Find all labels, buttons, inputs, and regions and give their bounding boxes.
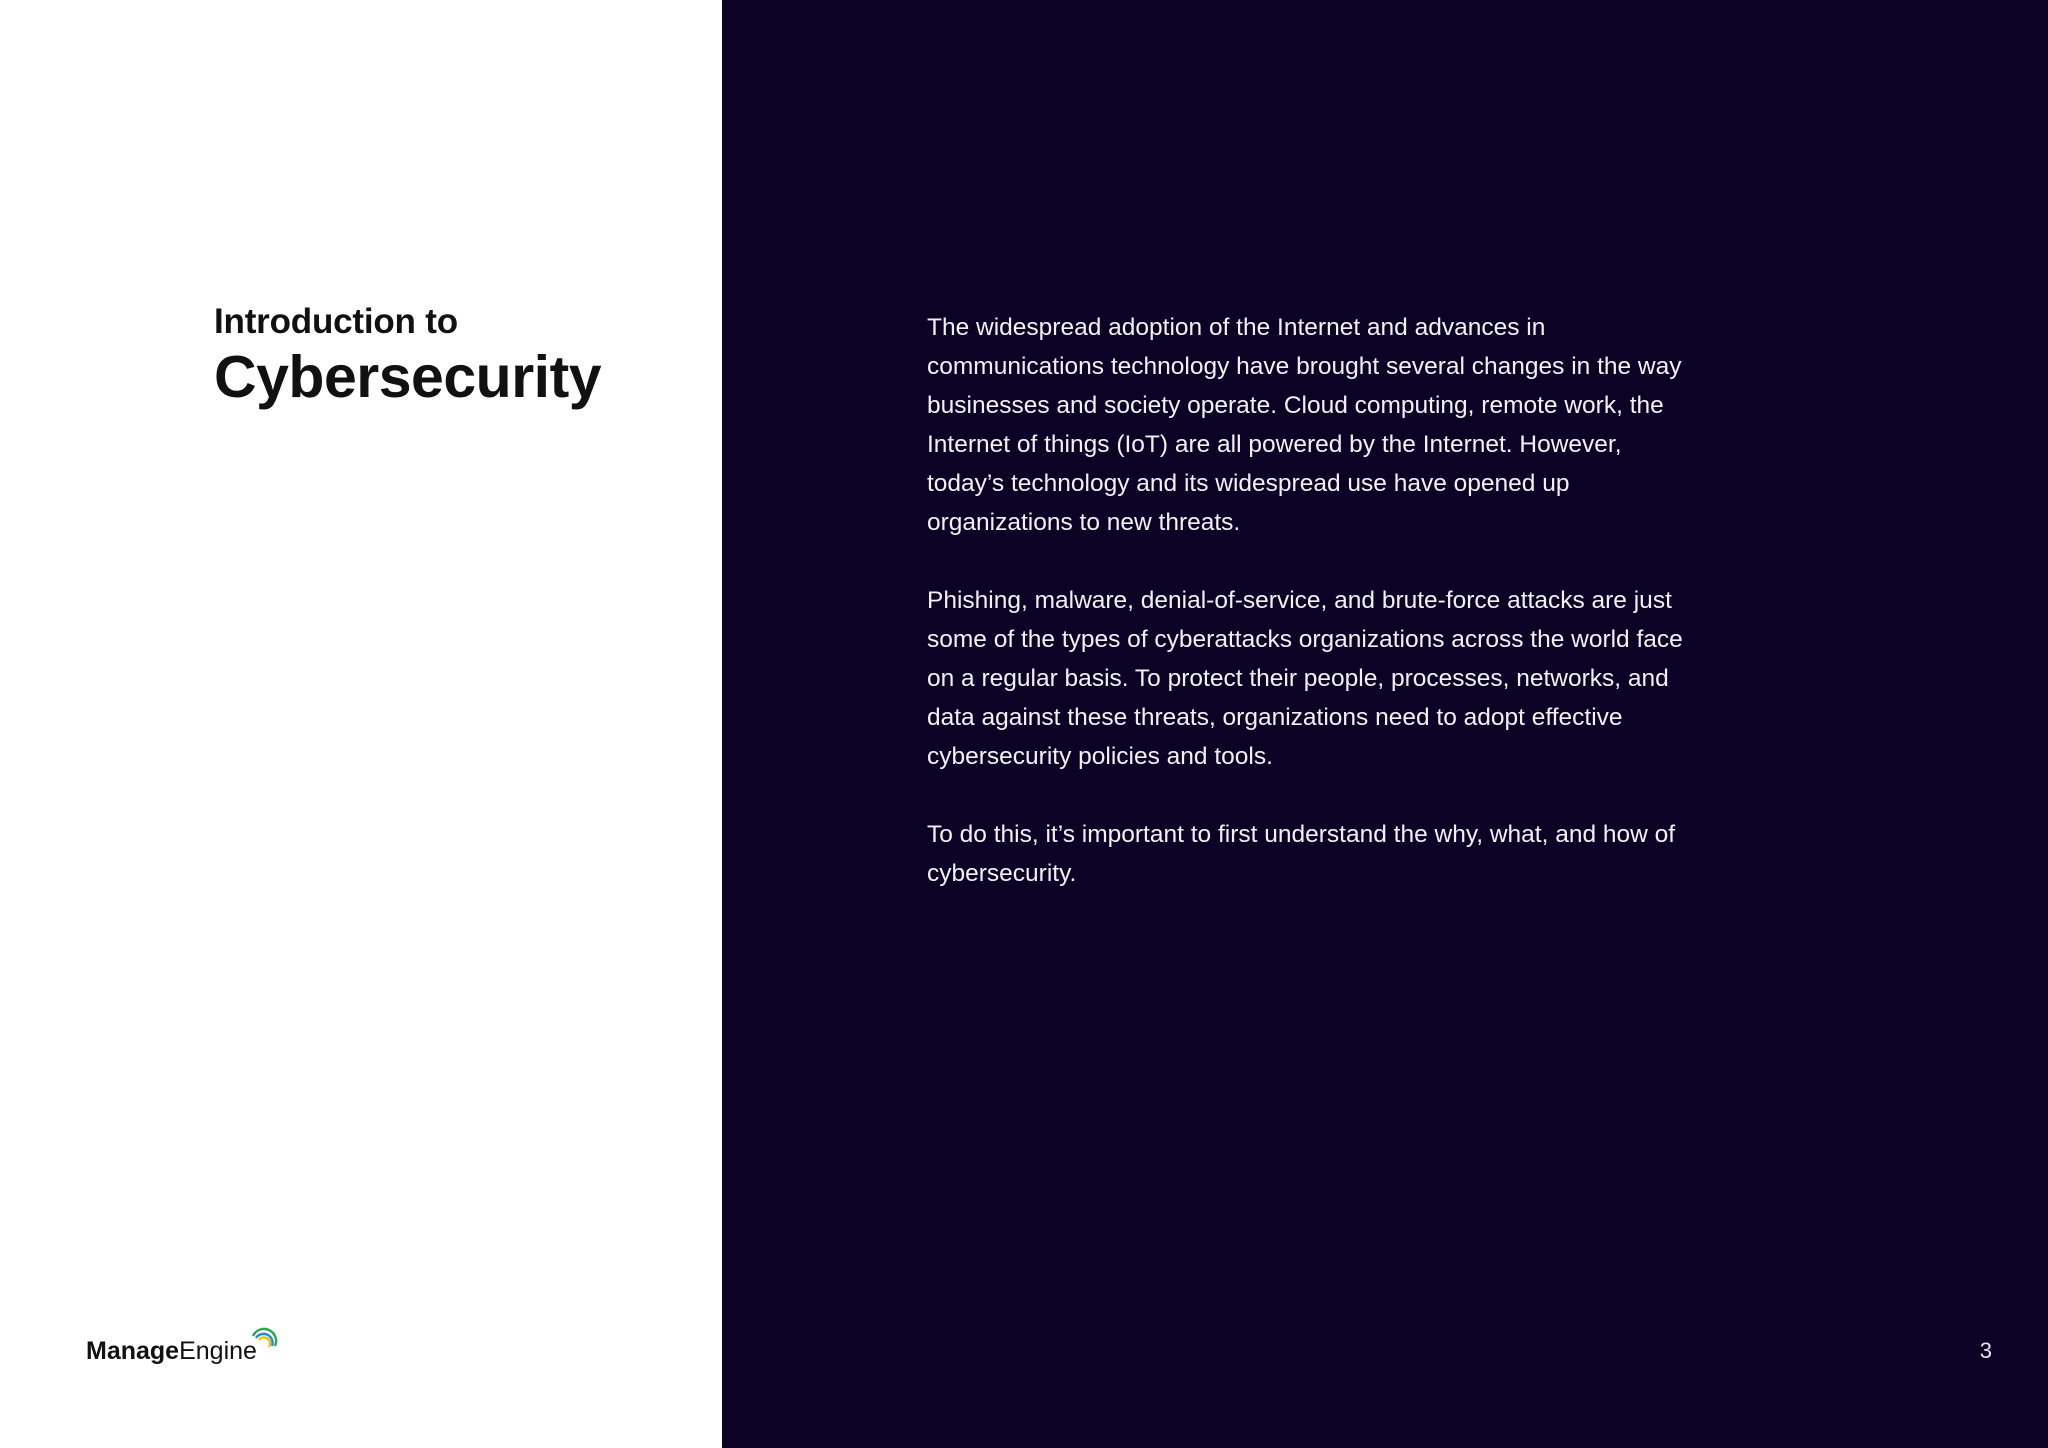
paragraph-2: Phishing, malware, denial-of-service, and brute-force attacks are just some of the types of cyberattacks organizations across the world face on a regular basis. To protect their people, processes, networks, and data against these threats, organizations need to adopt effective cybersecurity policies and tools. bbox=[927, 587, 1683, 770]
left-panel bbox=[0, 0, 722, 1448]
title-block bbox=[214, 300, 694, 410]
intro-body-text bbox=[927, 308, 1687, 932]
logo-text-engine: Engine bbox=[179, 1337, 257, 1365]
logo-text-manage: Manage bbox=[86, 1337, 180, 1365]
title-intro: Introduction to bbox=[214, 302, 458, 341]
manageengine-arc-logo-icon bbox=[249, 1324, 279, 1358]
page-title: Cybersecurity bbox=[214, 344, 602, 410]
manageengine-logo bbox=[86, 1326, 279, 1366]
paragraph-3: To do this, it’s important to first understand the why, what, and how of cybersecurity. bbox=[927, 821, 1676, 887]
right-panel bbox=[722, 0, 2048, 1448]
page-number: 3 bbox=[1979, 1338, 1992, 1363]
paragraph-1: The widespread adoption of the Internet and advances in communications technology have brought several changes in the way businesses and society operate. Cloud computing, remote work, the Internet of things (IoT) are all powered by the Internet. However, today’s technology and its widespread use have opened up organizations to new threats. bbox=[927, 314, 1682, 536]
